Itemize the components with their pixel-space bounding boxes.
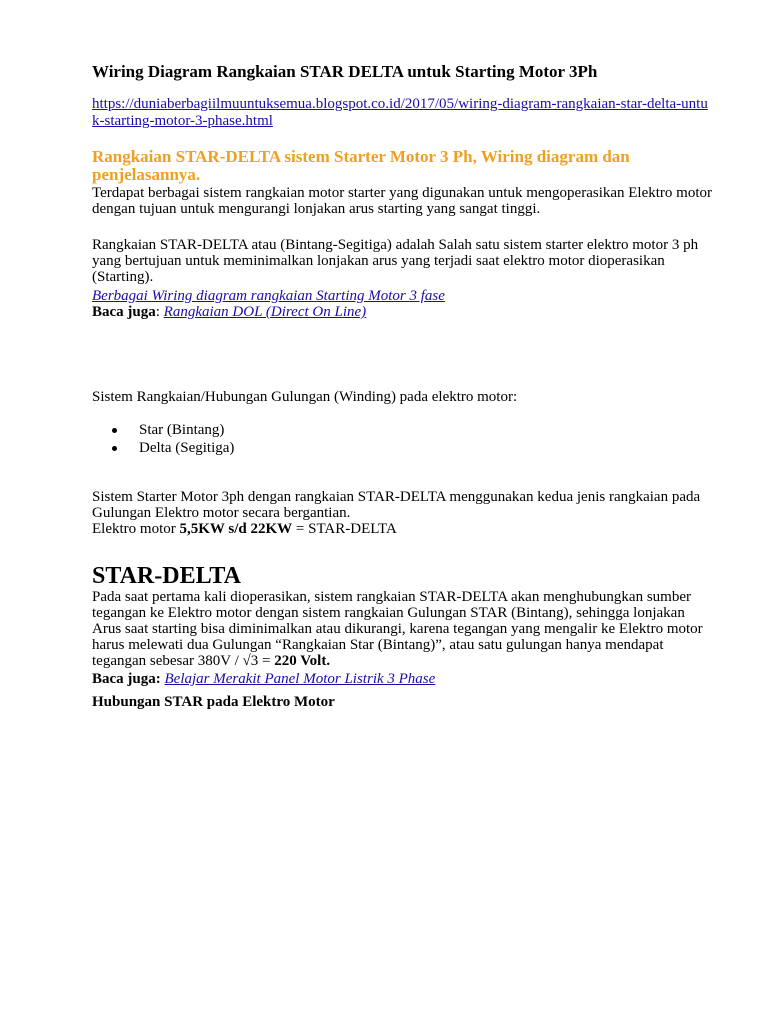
- see-also-label: Baca juga: [92, 304, 156, 320]
- bullet-icon: [112, 428, 117, 433]
- paragraph-alternating-use: Sistem Starter Motor 3ph dengan rangkaian STAR-DELTA menggunakan kedua jenis rangkaian pada Gulungan Elektro motor secara bergantian.: [92, 489, 701, 521]
- operation-text: Pada saat pertama kali dioperasikan, sistem rangkaian STAR-DELTA akan menghubungkan sumber tegangan ke Elektro motor dengan sistem rangkaian Gulungan STAR (Bintang), sehingga lonjakan Arus saat starting bisa diminimalkan atau dikurangi, karena tegangan yang mengalir ke Elektro motor harus melewati dua Gulungan “Rangkaian Star (Bintang)”, atau satu gulungan hanya mendapat tegangan sebesar 380V / √3 =: [92, 589, 703, 669]
- related-link-paragraph: [92, 288, 712, 304]
- see-also-panel: [92, 671, 712, 687]
- document-title: Wiring Diagram Rangkaian STAR DELTA untuk Starting Motor 3Ph: [92, 62, 598, 81]
- list-item: [112, 439, 712, 457]
- power-range-prefix: Elektro motor: [92, 521, 180, 537]
- see-also-colon: :: [155, 304, 160, 320]
- related-link-panel-motor[interactable]: Belajar Merakit Panel Motor Listrik 3 Phase: [164, 671, 436, 687]
- see-also-dol: [92, 304, 712, 320]
- paragraph-intro: Terdapat berbagai sistem rangkaian motor starter yang digunakan untuk mengoperasikan Elektro motor dengan tujuan untuk mengurangi lonjakan arus starting yang sangat tinggi.: [92, 185, 713, 217]
- bullet-icon: [112, 446, 117, 451]
- related-link-wiring-diagram[interactable]: Berbagai Wiring diagram rangkaian Starting Motor 3 fase: [92, 288, 445, 304]
- power-range-value: 5,5KW s/d 22KW: [179, 521, 293, 537]
- list-item-label: Delta (Segitiga): [139, 440, 235, 456]
- paragraph-winding-intro: Sistem Rangkaian/Hubungan Gulungan (Winding) pada elektro motor:: [92, 389, 518, 405]
- list-item: [112, 421, 712, 439]
- see-also-label: Baca juga:: [92, 671, 161, 687]
- voltage-value: 220 Volt.: [274, 653, 331, 669]
- paragraph-power-range: [92, 521, 712, 537]
- paragraph-star-delta-operation: [92, 589, 712, 669]
- power-range-suffix: = STAR-DELTA: [292, 521, 397, 537]
- related-link-dol[interactable]: Rangkaian DOL (Direct On Line): [163, 304, 367, 320]
- paragraph-star-delta-definition: Rangkaian STAR-DELTA atau (Bintang-Segitiga) adalah Salah satu sistem starter elektro motor 3 ph yang bertujuan untuk meminimalkan lonjakan arus yang terjadi saat elektro motor dioperasikan (Starting).: [92, 237, 699, 285]
- section-heading-star-connection: Hubungan STAR pada Elektro Motor: [92, 694, 335, 710]
- section-subtitle: Rangkaian STAR-DELTA sistem Starter Motor 3 Ph, Wiring diagram dan penjelasannya.: [92, 147, 630, 184]
- source-url-link[interactable]: https://duniaberbagiilmuuntuksemua.blogspot.co.id/2017/05/wiring-diagram-rangkaian-star-delta-untuk-starting-motor-3-phase.html: [92, 96, 708, 129]
- winding-type-list: [112, 421, 712, 457]
- section-heading-star-delta: STAR-DELTA: [92, 563, 241, 589]
- list-item-label: Star (Bintang): [139, 422, 225, 438]
